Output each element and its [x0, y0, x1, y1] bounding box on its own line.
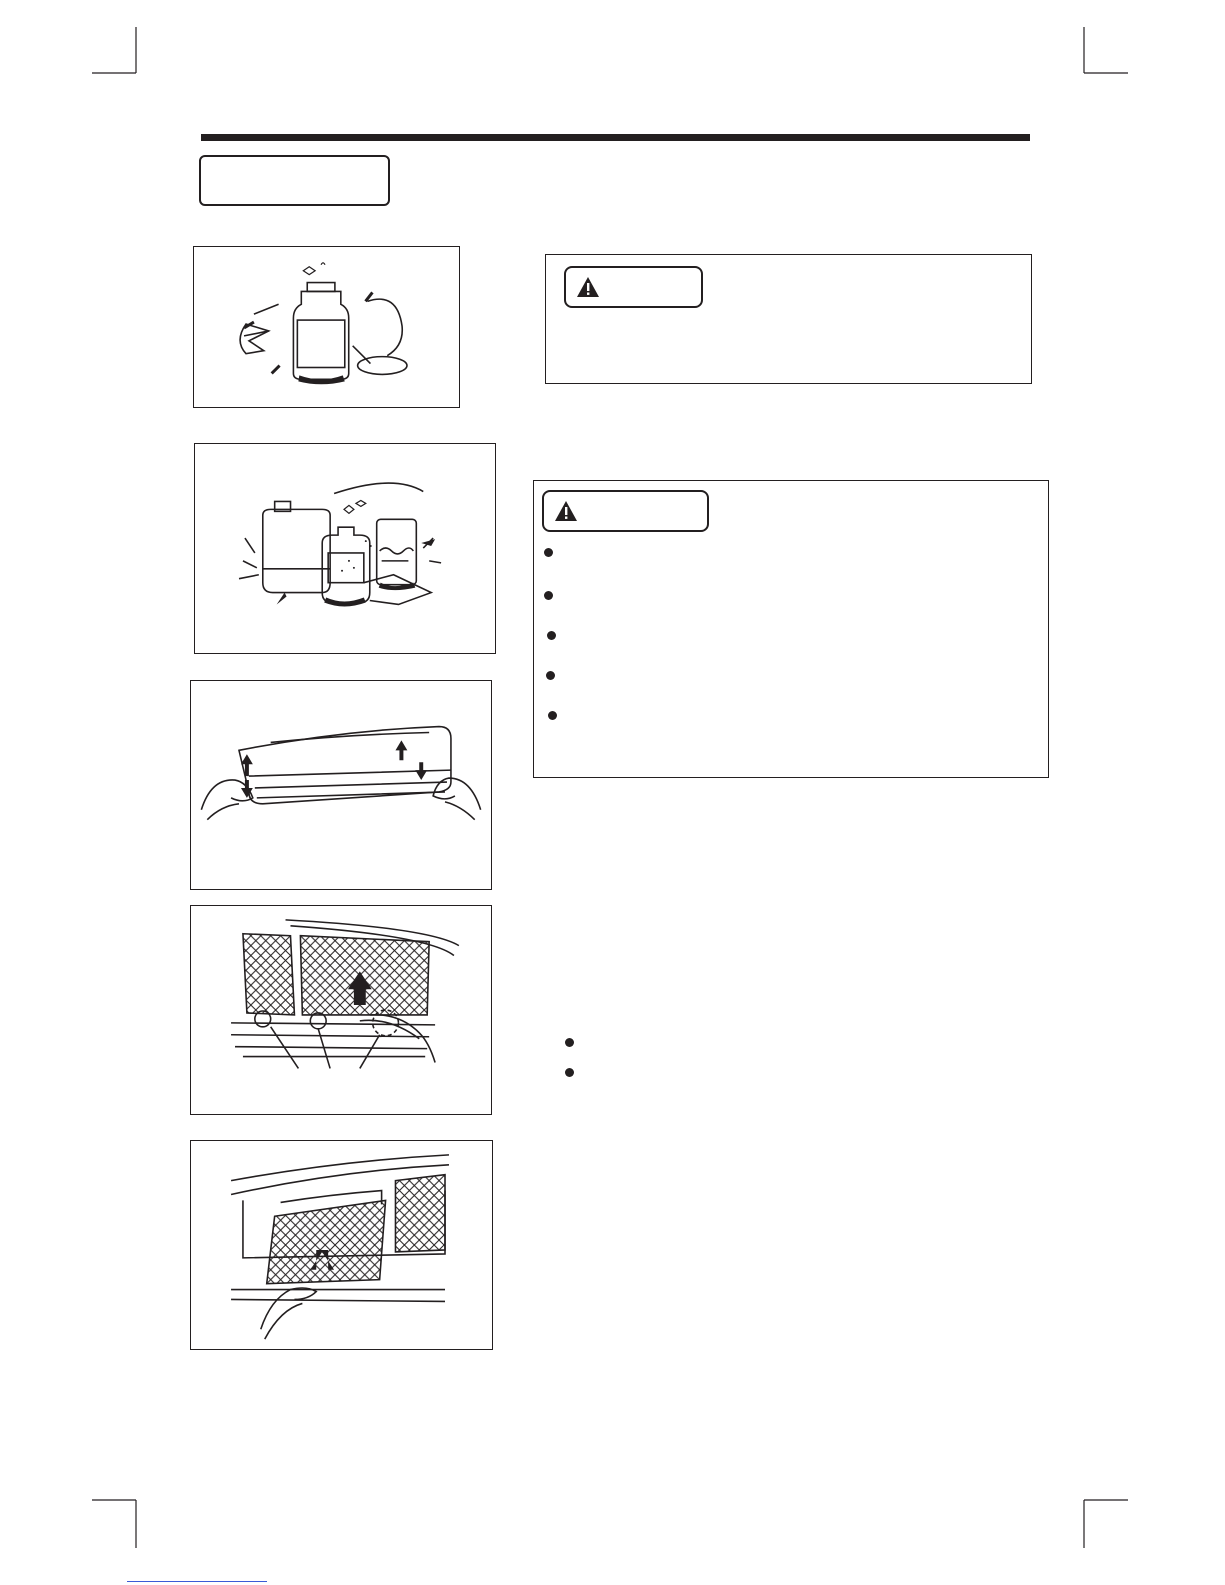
figure-open-panel [190, 680, 492, 890]
caution-label-1 [564, 266, 703, 308]
caution-box-1 [545, 254, 1032, 384]
header-rule [201, 134, 1030, 141]
bottle-illustration [194, 247, 459, 407]
bullet-dot [546, 671, 555, 680]
lift-filter-illustration [191, 906, 491, 1114]
figure-bottle [193, 246, 460, 408]
chemicals-illustration [195, 444, 495, 653]
link-underline[interactable] [127, 1581, 267, 1582]
warning-icon [554, 500, 578, 522]
bullet-dot [565, 1068, 574, 1077]
figure-remove-filter [190, 1140, 493, 1350]
warning-icon [576, 276, 600, 298]
bullet-dot [547, 631, 556, 640]
bullet-dot [548, 711, 557, 720]
remove-filter-illustration [191, 1141, 492, 1349]
caution-label-2 [542, 490, 709, 532]
figure-lift-filter [190, 905, 492, 1115]
caution-box-2 [533, 480, 1049, 778]
bullet-dot [544, 591, 553, 600]
open-panel-illustration [191, 681, 491, 889]
figure-chemicals [194, 443, 496, 654]
section-title-box [199, 155, 390, 206]
bullet-dot [565, 1038, 574, 1047]
bullet-dot [544, 548, 553, 557]
